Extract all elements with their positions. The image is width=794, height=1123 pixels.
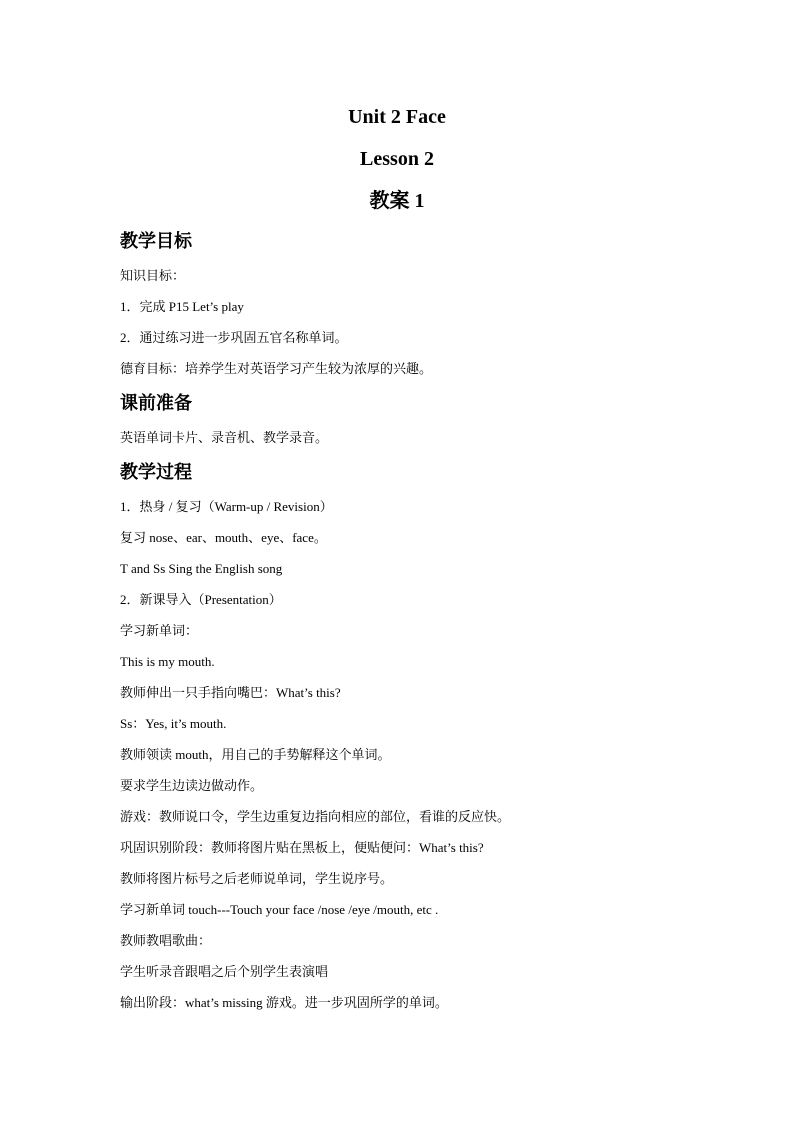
process-line: 巩固识别阶段：教师将图片贴在黑板上，便贴便问：What’s this?	[120, 840, 484, 855]
unit-title: Unit 2 Face	[348, 106, 446, 128]
process-line: 学习新单词：	[120, 623, 199, 638]
goals-line: 2．通过练习进一步巩固五官名称单词。	[120, 330, 348, 345]
process-line: 学习新单词 touch---Touch your face /nose /eye /mouth, etc .	[120, 902, 439, 917]
prep-heading: 课前准备	[120, 393, 192, 413]
process-line: 学生听录音跟唱之后个别学生表演唱	[120, 964, 329, 979]
process-line: 教师教唱歌曲：	[120, 933, 212, 948]
process-heading: 教学过程	[120, 462, 192, 482]
goals-line: 德育目标：培养学生对英语学习产生较为浓厚的兴趣。	[120, 361, 433, 376]
document-body	[120, 228, 720, 1024]
process-line: Ss：Yes, it’s mouth.	[120, 716, 227, 731]
process-line: T and Ss Sing the English song	[120, 561, 283, 576]
process-line: 教师将图片标号之后老师说单词，学生说序号。	[120, 871, 394, 886]
process-line: 输出阶段：what’s missing 游戏。进一步巩固所学的单词。	[120, 995, 448, 1010]
plan-title: 教案 1	[369, 190, 425, 212]
prep-line: 英语单词卡片、录音机、教学录音。	[120, 430, 329, 445]
process-line: 教师领读 mouth，用自己的手势解释这个单词。	[120, 747, 391, 762]
process-line: 教师伸出一只手指向嘴巴：What’s this?	[120, 685, 341, 700]
process-line: This is my mouth.	[120, 654, 215, 669]
goals-line: 1．完成 P15 Let’s play	[120, 299, 244, 314]
goals-line: 知识目标：	[120, 268, 186, 283]
goals-heading: 教学目标	[120, 231, 192, 251]
lesson-title: Lesson 2	[360, 148, 434, 170]
process-line: 2．新课导入（Presentation）	[120, 592, 282, 607]
process-line: 复习 nose、ear、mouth、eye、face。	[120, 530, 327, 545]
process-line: 游戏：教师说口令，学生边重复边指向相应的部位，看谁的反应快。	[120, 809, 511, 824]
process-line: 1．热身 / 复习（Warm-up / Revision）	[120, 499, 333, 514]
process-line: 要求学生边读边做动作。	[120, 778, 264, 793]
